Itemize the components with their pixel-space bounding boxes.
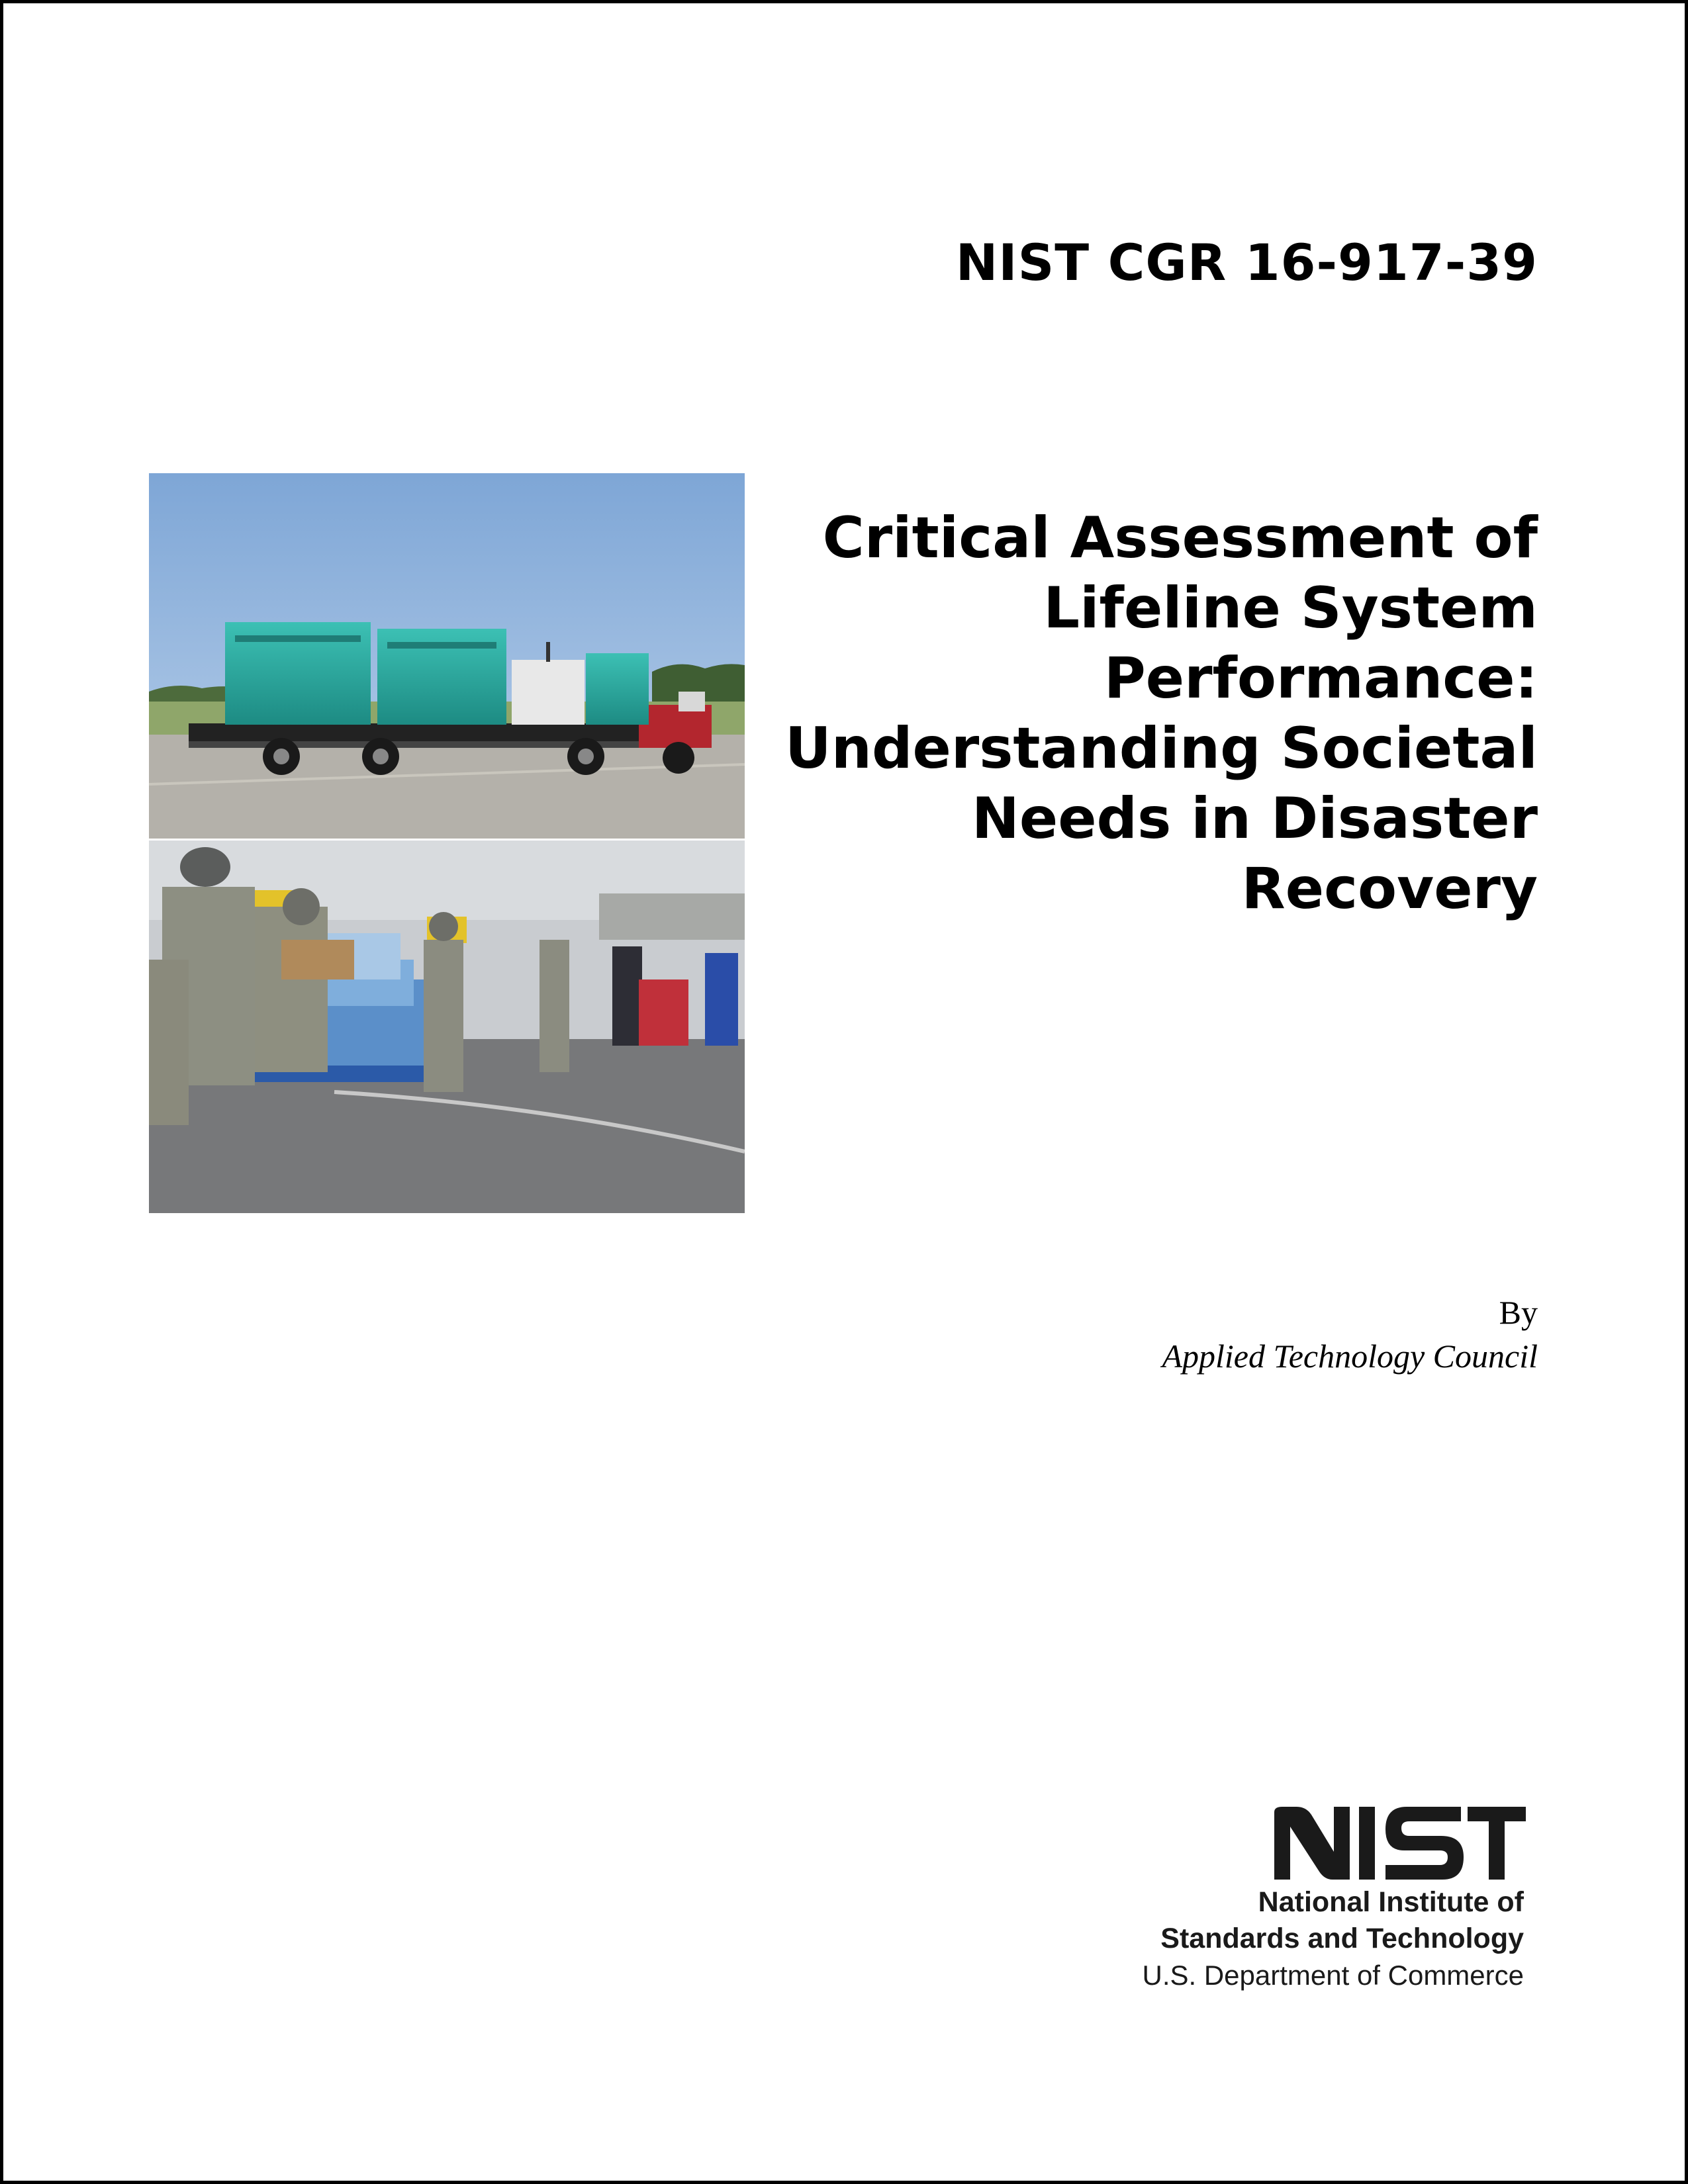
title-line: Understanding Societal (784, 715, 1538, 782)
department-name: U.S. Department of Commerce (1142, 1960, 1524, 1991)
title-line: Recovery (1241, 856, 1538, 922)
water-distribution-photo (149, 841, 745, 1213)
agency-name-line: Standards and Technology (1160, 1923, 1524, 1954)
agency-name (1142, 1884, 1524, 1994)
nist-logo-icon (1274, 1807, 1526, 1886)
report-number: NIST CGR 16-917-39 (955, 233, 1538, 292)
agency-name-line: National Institute of (1258, 1886, 1524, 1918)
report-title (743, 503, 1538, 924)
generators-photo (149, 473, 745, 839)
by-label: By (1499, 1294, 1538, 1331)
title-line: Critical Assessment of (822, 505, 1538, 571)
byline (1162, 1291, 1538, 1378)
title-line: Lifeline System (1043, 575, 1538, 641)
title-line: Needs in Disaster (971, 786, 1538, 852)
author-name: Applied Technology Council (1162, 1338, 1538, 1375)
title-line: Performance: (1103, 645, 1538, 711)
